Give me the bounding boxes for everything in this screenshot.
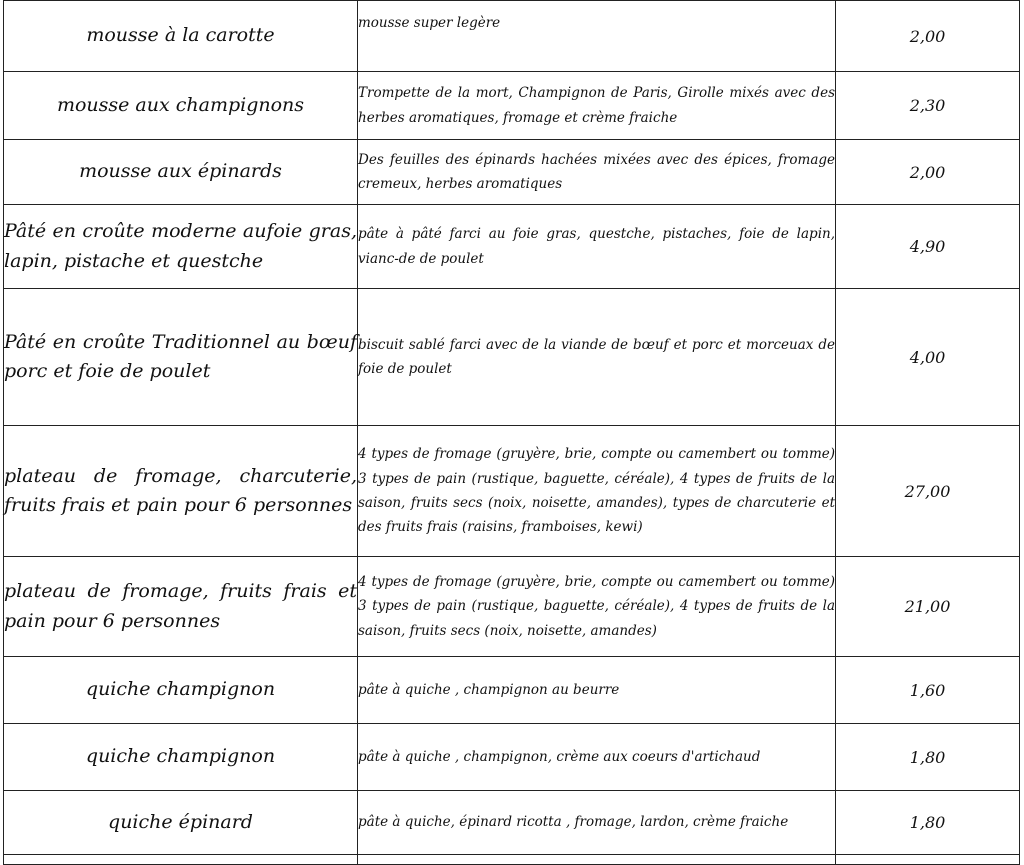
item-name: quiche champignon bbox=[4, 657, 358, 724]
empty-cell bbox=[4, 855, 358, 865]
empty-cell bbox=[358, 855, 836, 865]
table-row bbox=[4, 205, 1020, 289]
empty-cell bbox=[836, 855, 1020, 865]
item-description: pâte à pâté farci au foie gras, questche, pistaches, foie de lapin, vianc-de de poulet bbox=[358, 205, 836, 289]
item-description: 4 types de fromage (gruyère, brie, compte ou camembert ou tomme) 3 types de pain (rustique, baguette, céréale), 4 types de fruits de la saison, fruits secs (noix, noisette, amandes) bbox=[358, 557, 836, 657]
item-price: 1,80 bbox=[836, 791, 1020, 855]
item-name: mousse aux épinards bbox=[4, 140, 358, 205]
item-description: pâte à quiche, épinard ricotta , fromage, lardon, crème fraiche bbox=[358, 791, 836, 855]
table-row bbox=[4, 426, 1020, 557]
table-row bbox=[4, 724, 1020, 791]
item-name: plateau de fromage, fruits frais et pain pour 6 personnes bbox=[4, 557, 358, 657]
item-price: 1,80 bbox=[836, 724, 1020, 791]
item-price: 4,00 bbox=[836, 289, 1020, 426]
item-price: 4,90 bbox=[836, 205, 1020, 289]
item-price: 2,00 bbox=[836, 140, 1020, 205]
item-name: plateau de fromage, charcuterie, fruits frais et pain pour 6 personnes bbox=[4, 426, 358, 557]
item-name: Pâté en croûte moderne aufoie gras, lapin, pistache et questche bbox=[4, 205, 358, 289]
item-price: 1,60 bbox=[836, 657, 1020, 724]
item-name: quiche épinard bbox=[4, 791, 358, 855]
table-row bbox=[4, 289, 1020, 426]
item-price: 2,00 bbox=[836, 1, 1020, 72]
table-row-partial bbox=[4, 855, 1020, 865]
item-name: mousse aux champignons bbox=[4, 72, 358, 140]
menu-table bbox=[3, 0, 1020, 865]
table-row bbox=[4, 1, 1020, 72]
item-description: 4 types de fromage (gruyère, brie, compte ou camembert ou tomme) 3 types de pain (rustique, baguette, céréale), 4 types de fruits de la saison, fruits secs (noix, noisette, amandes), types de charcuterie et des fruits frais (raisins, framboises, kewi) bbox=[358, 426, 836, 557]
table-row bbox=[4, 140, 1020, 205]
item-name: Pâté en croûte Traditionnel au bœuf porc et foie de poulet bbox=[4, 289, 358, 426]
item-description: Trompette de la mort, Champignon de Paris, Girolle mixés avec des herbes aromatiques, fromage et crème fraiche bbox=[358, 72, 836, 140]
item-description: biscuit sablé farci avec de la viande de bœuf et porc et morceuax de foie de poulet bbox=[358, 289, 836, 426]
table-row bbox=[4, 557, 1020, 657]
item-description: pâte à quiche , champignon, crème aux coeurs d'artichaud bbox=[358, 724, 836, 791]
item-name: mousse à la carotte bbox=[4, 1, 358, 72]
item-price: 2,30 bbox=[836, 72, 1020, 140]
item-price: 27,00 bbox=[836, 426, 1020, 557]
item-price: 21,00 bbox=[836, 557, 1020, 657]
item-description: mousse super legère bbox=[358, 1, 836, 72]
item-name: quiche champignon bbox=[4, 724, 358, 791]
item-description: pâte à quiche , champignon au beurre bbox=[358, 657, 836, 724]
table-row bbox=[4, 72, 1020, 140]
table-row bbox=[4, 657, 1020, 724]
table-row bbox=[4, 791, 1020, 855]
item-description: Des feuilles des épinards hachées mixées avec des épices, fromage cremeux, herbes aromatiques bbox=[358, 140, 836, 205]
